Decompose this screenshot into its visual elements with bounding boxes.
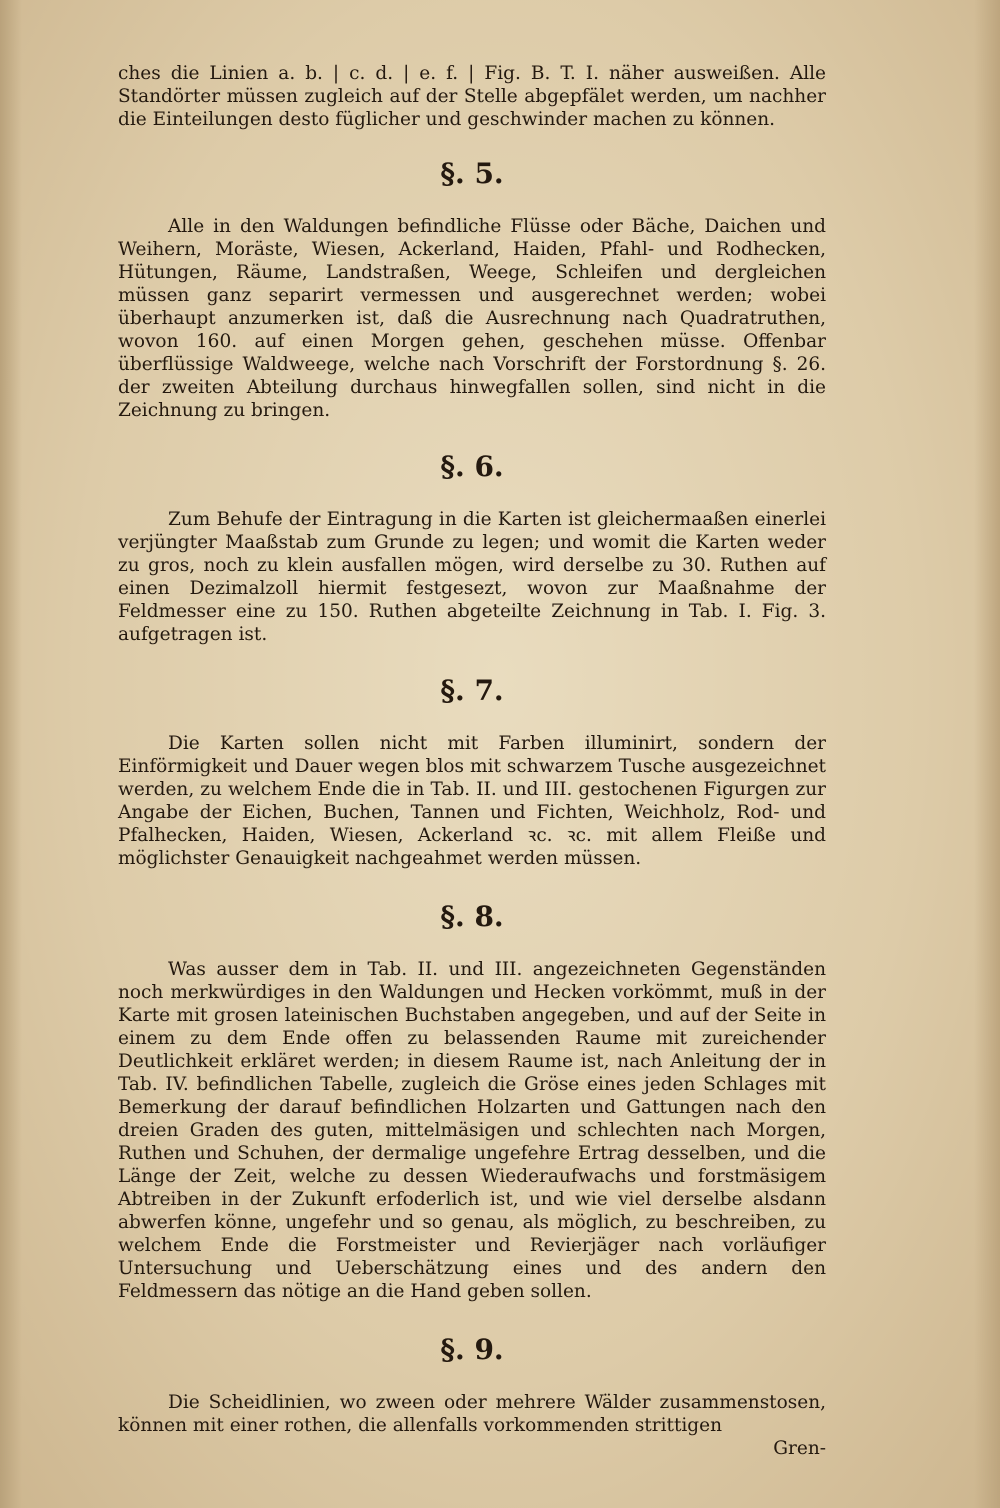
intro-paragraph: ches die Linien a. b. | c. d. | e. f. | Fig. B. T. I. näher ausweißen. Alle Standörter müssen zugleich auf der Stelle abgepfälet werden, um nachher die Einteilungen desto füglicher und geschwinder machen zu können. <box>118 63 826 130</box>
section-8-paragraph: Was ausser dem in Tab. II. und III. angezeichneten Gegenständen noch merkwürdiges in den Waldungen und Hecken vorkömmt, muß in der Karte mit grosen lateinischen Buchstaben angegeben, und auf der Seite in einem zu dem Ende offen zu belassenden Raume mit zureichender Deutlichkeit erkläret werden; in diesem Raume ist, nach Anleitung der in Tab. IV. befindlichen Tabelle, zugleich die Gröse eines jeden Schlages mit Bemerkung der darauf befindlichen Holzarten und Gattungen nach den dreien Graden des guten, mittelmäsigen und schlechten nach Morgen, Ruthen und Schuhen, der dermalige ungefehre Ertrag desselben, und die Länge der Zeit, welche zu dessen Wiederaufwachs und forstmäsigem Abtreiben in der Zukunft erfoderlich ist, und wie viel derselbe alsdann abwerfen könne, ungefehr und so genau, als möglich, zu beschreiben, zu welchem Ende die Forstmeister und Revierjäger nach vorläufiger Untersuchung und Ueberschätzung eines und des andern den Feldmessern das nötige an die Hand geben sollen. <box>118 959 826 1302</box>
section-9-heading: §. 9. <box>440 1333 504 1366</box>
section-7-heading: §. 7. <box>440 674 504 707</box>
page-edge-shadow-right <box>974 0 1000 1508</box>
page-body <box>118 62 826 1460</box>
section-7-paragraph: Die Karten sollen nicht mit Farben illuminirt, sondern der Einförmigkeit und Dauer wegen blos mit schwarzem Tusche ausgezeichnet werden, zu welchem Ende die in Tab. II. und III. gestochenen Figurgen zur Angabe der Eichen, Buchen, Tannen und Fichten, Weichholz, Rod- und Pfalhecken, Haiden, Wiesen, Ackerland ꝛc. ꝛc. mit allem Fleiße und möglichster Genauigkeit nachgeahmet werden müssen. <box>118 733 826 869</box>
section-6-paragraph: Zum Behufe der Eintragung in die Karten ist gleichermaaßen einerlei verjüngter Maaßstab zum Grunde zu legen; und womit die Karten weder zu gros, noch zu klein ausfallen mögen, wird derselbe zu 30. Ruthen auf einen Dezimalzoll hiermit festgesezt, wovon zur Maaßnahme der Feldmesser eine zu 150. Ruthen abgeteilte Zeichnung in Tab. I. Fig. 3. aufgetragen ist. <box>118 509 826 645</box>
section-8-heading: §. 8. <box>440 900 504 933</box>
page-edge-shadow-left <box>0 0 22 1508</box>
section-5-heading: §. 5. <box>440 157 504 190</box>
section-6-heading: §. 6. <box>440 450 504 483</box>
section-9-paragraph: Die Scheidlinien, wo zween oder mehrere Wälder zusammenstosen, können mit einer rothen, die allenfalls vorkommenden strittigen <box>118 1392 826 1436</box>
catchword: Gren- <box>773 1438 826 1459</box>
section-5-paragraph: Alle in den Waldungen befindliche Flüsse oder Bäche, Daichen und Weihern, Moräste, Wiesen, Ackerland, Haiden, Pfahl- und Rodhecken, Hütungen, Räume, Landstraßen, Weege, Schleifen und dergleichen müssen ganz separirt vermessen und ausgerechnet werden; wobei überhaupt anzumerken ist, daß die Ausrechnung nach Quadratruthen, wovon 160. auf einen Morgen gehen, geschehen müsse. Offenbar überflüssige Waldweege, welche nach Vorschrift der Forstordnung §. 26. der zweiten Abteilung durchaus hinwegfallen sollen, sind nicht in die Zeichnung zu bringen. <box>118 216 826 421</box>
